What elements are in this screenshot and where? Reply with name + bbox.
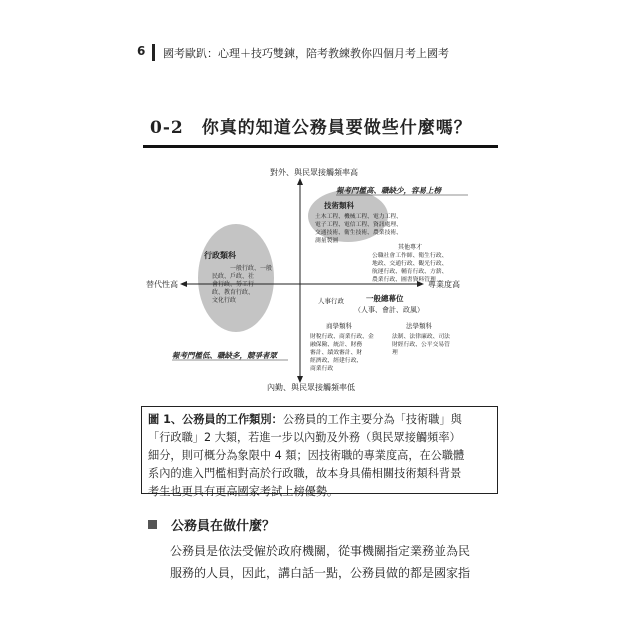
business-line: 財稅行政、商業行政、金 (310, 334, 374, 340)
body-paragraph (170, 540, 470, 584)
bottom-left-note: 報考門檻低、職缺多，競爭者眾 (172, 351, 277, 360)
law-line: 理 (392, 350, 398, 356)
axis-label-right: 專業度高 (428, 280, 460, 289)
header-divider (152, 44, 155, 61)
axis-label-bottom: 內勤、與民眾接觸頻率低 (267, 383, 355, 392)
law-group-title: 法學類科 (406, 322, 432, 330)
subsection-heading (148, 515, 275, 534)
other-line: 公職社會工作師、衛生行政、 (372, 253, 448, 259)
section-title: 0-2 你真的知道公務員要做些什麼嗎？ (150, 118, 472, 138)
caption-line-3: 細分，則可概分為象限中 4 類；因技術職的專業度高，在公職體 (148, 449, 465, 462)
axis-label-left: 替代性高 (146, 280, 178, 289)
caption-line-2: 「行政職」2 大類，若進一步以內勤及外務（與民眾接觸頻率） (148, 431, 461, 444)
business-line: 經濟政、經建行政、 (310, 358, 363, 364)
square-bullet-icon (148, 520, 157, 529)
other-line: 農業行政、圖書資料管理 (372, 277, 436, 283)
axis-arrow-up (297, 178, 303, 185)
law-line: 法制、法律廉政、司法 (392, 334, 450, 340)
caption-label: 圖 1、公務員的工作類別： (148, 413, 283, 426)
body-line-1: 公務員是依法受僱於政府機關，從事機關指定業務並為民 (170, 544, 471, 558)
other-group-title: 其他專才 (398, 244, 423, 251)
axis-arrow-down (297, 376, 303, 383)
admin-line: 民政、戶政、社 (212, 273, 255, 280)
tech-line: 電子工程、電信工程、資訊處理、 (315, 222, 402, 228)
admin-line: 一般行政、一般 (230, 265, 273, 272)
caption-line-1 (148, 411, 491, 429)
top-right-note: 報考門檻高、職缺少，容易上榜 (336, 186, 441, 195)
other-line: 航運行政、輔育行政、方薪、 (372, 269, 448, 275)
caption-line-4: 系內的進入門檻相對高於行政職，故本身具備相關技術類科背景 (148, 467, 462, 480)
business-group-title: 商學類科 (326, 322, 352, 330)
business-line: 審計、績效審計、財 (310, 350, 363, 356)
tech-group-title: 技術類科 (324, 201, 354, 210)
page-number: 6 (137, 44, 146, 58)
body-line-2: 服務的人員，因此，講白話一點，公務員做的都是國家指 (170, 566, 471, 580)
caption-line-5: 考生也更具有更高國家考試上榜優勢。 (148, 485, 339, 498)
admin-line: 文化行政 (212, 297, 237, 304)
law-line: 財經行政、公平交易管 (392, 342, 450, 348)
figure-caption (141, 406, 498, 498)
admin-group-title: 行政類科 (204, 251, 236, 260)
running-title: 國考歐趴：心理＋技巧雙鍊，陪考教練教你四個月考上國考 (163, 47, 449, 60)
business-line: 商業行政 (310, 366, 334, 372)
business-line: 融保險、統計、財務 (310, 342, 363, 348)
personnel-label: 人事行政 (318, 297, 344, 305)
admin-line: 政、教育行政、 (212, 289, 255, 296)
tech-line: 土木工程、機械工程、電力工程、 (315, 214, 402, 220)
admin-line: 會行政、勞工行 (212, 281, 255, 288)
other-line: 地政、交通行政、觀光行政、 (372, 261, 448, 267)
subsection-title: 公務員在做什麼？ (171, 519, 276, 534)
general-group-title: 一般總幕位 (366, 294, 404, 303)
tech-line: 交通技術、衛生技術、農業技術、 (315, 230, 402, 236)
tech-line: 測量製圖 (315, 238, 339, 244)
section-rule (143, 145, 498, 148)
general-group-subtitle: （人事、會計、政風） (354, 306, 424, 314)
axis-label-top: 對外、與民眾接觸頻率高 (270, 168, 358, 177)
axis-arrow-left (180, 281, 187, 287)
quadrant-diagram (140, 160, 510, 400)
caption-text-1: 公務員的工作主要分為「技術職」與 (282, 413, 462, 426)
